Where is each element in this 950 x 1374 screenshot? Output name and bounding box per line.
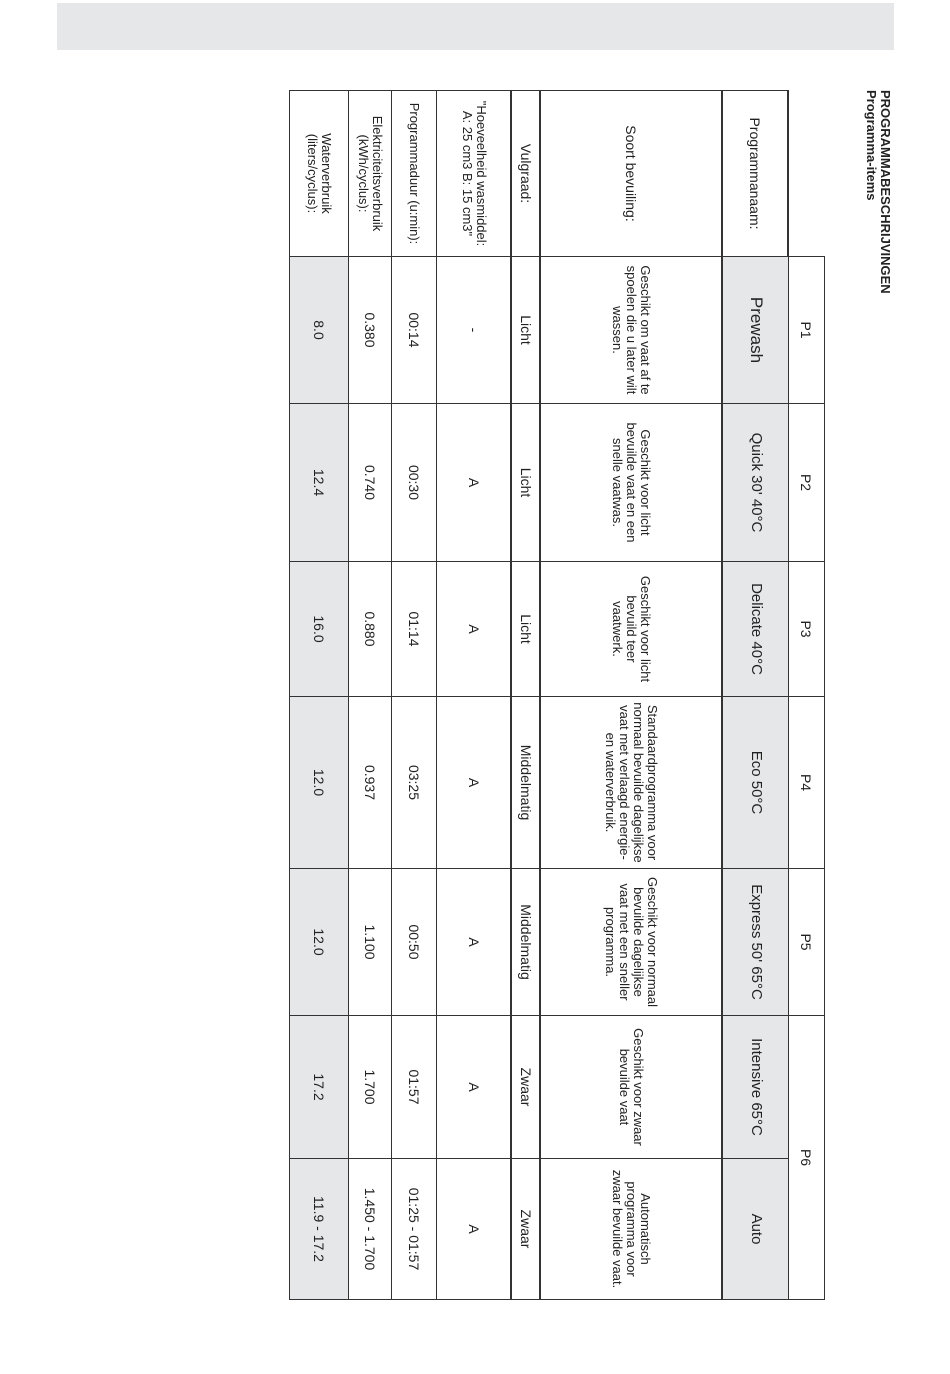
duration-value: 00:14: [392, 257, 437, 404]
program-code-row: [789, 91, 825, 1300]
water-value: 17.2: [290, 1016, 349, 1159]
program-code: P5: [789, 869, 825, 1016]
energy-value: 1.100: [349, 869, 392, 1016]
duration-row: [392, 91, 437, 1300]
program-code-p6: P6: [789, 1016, 825, 1300]
water-value: 12.0: [290, 697, 349, 869]
row-label-soil: Soort bevuiling:: [541, 91, 723, 257]
detergent-value: A: [437, 562, 512, 697]
program-name: Eco 50°C: [723, 697, 789, 869]
soil-description: Geschikt om vaat af te spoelen die u later wilt wassen.: [541, 257, 723, 404]
soil-description: Geschikt voor licht bevuild teer vaatwerk.: [541, 562, 723, 697]
energy-value: 0.380: [349, 257, 392, 404]
duration-value: 03:25: [392, 697, 437, 869]
water-value: 12.4: [290, 404, 349, 562]
load-value: Zwaar: [512, 1016, 541, 1159]
soil-description: Geschikt voor licht bevuilde vaat en een snelle vaatwas.: [541, 404, 723, 562]
row-label-detergent: "Hoeveelheid wasmiddel: A: 25 cm3 B: 15 cm3": [437, 91, 512, 257]
row-label-energy: Elektriciteitsverbruik (kWh/cyclus):: [349, 91, 392, 257]
detergent-value: A: [437, 697, 512, 869]
energy-value: 1.700: [349, 1016, 392, 1159]
page-header-band: [57, 3, 894, 50]
row-label-load: Vulgraad:: [512, 91, 541, 257]
energy-value: 0.937: [349, 697, 392, 869]
program-name: Express 50' 65°C: [723, 869, 789, 1016]
detergent-value: A: [437, 1159, 512, 1300]
row-label-water: Waterverbruik (liters/cyclus):: [290, 91, 349, 257]
energy-row: [349, 91, 392, 1300]
duration-value: 00:50: [392, 869, 437, 1016]
program-name: Quick 30' 40°C: [723, 404, 789, 562]
duration-value: 01:14: [392, 562, 437, 697]
section-subtitle: Programma-items: [864, 90, 879, 201]
soil-description: Automatisch programma voor zwaar bevuilde vaat.: [541, 1159, 723, 1300]
load-value: Licht: [512, 404, 541, 562]
detergent-value: A: [437, 869, 512, 1016]
section-heading: [864, 90, 892, 294]
water-row: [290, 91, 349, 1300]
program-code: P3: [789, 562, 825, 697]
detergent-value: A: [437, 1016, 512, 1159]
soil-description: Geschikt voor normaal bevuilde dagelijkse vaat met een sneller programma.: [541, 869, 723, 1016]
soil-description: Standaardprogramma voor normaal bevuilde dagelijkse vaat met verlaagd energie- en waterverbruik.: [541, 697, 723, 869]
soil-description: Geschikt voor zwaar bevuilde vaat: [541, 1016, 723, 1159]
program-name-row: [723, 91, 789, 1300]
water-value: 8.0: [290, 257, 349, 404]
soil-type-row: [541, 91, 723, 1300]
section-title: PROGRAMMABESCHRIJVINGEN: [878, 90, 893, 294]
water-value: 16.0: [290, 562, 349, 697]
load-value: Zwaar: [512, 1159, 541, 1300]
program-name: Prewash: [723, 257, 789, 404]
program-code: P1: [789, 257, 825, 404]
program-code: P4: [789, 697, 825, 869]
program-name: Auto: [723, 1159, 789, 1300]
program-table: [289, 90, 825, 1300]
program-name: Delicate 40°C: [723, 562, 789, 697]
energy-value: 0.880: [349, 562, 392, 697]
detergent-value: A: [437, 404, 512, 562]
duration-value: 00:30: [392, 404, 437, 562]
program-code: P2: [789, 404, 825, 562]
detergent-value: -: [437, 257, 512, 404]
load-value: Licht: [512, 257, 541, 404]
load-row: [512, 91, 541, 1300]
load-value: Licht: [512, 562, 541, 697]
row-label-duration: Programmaduur (u:min):: [392, 91, 437, 257]
energy-value: 0.740: [349, 404, 392, 562]
duration-value: 01:25 - 01:57: [392, 1159, 437, 1300]
duration-value: 01:57: [392, 1016, 437, 1159]
load-value: Middelmatig: [512, 869, 541, 1016]
energy-value: 1.450 - 1.700: [349, 1159, 392, 1300]
water-value: 12.0: [290, 869, 349, 1016]
load-value: Middelmatig: [512, 697, 541, 869]
water-value: 11.9 - 17.2: [290, 1159, 349, 1300]
rotated-page-content: [222, 90, 892, 1300]
program-name: Intensive 65°C: [723, 1016, 789, 1159]
detergent-row: [437, 91, 512, 1300]
row-label-name: Programmanaam:: [723, 91, 789, 257]
